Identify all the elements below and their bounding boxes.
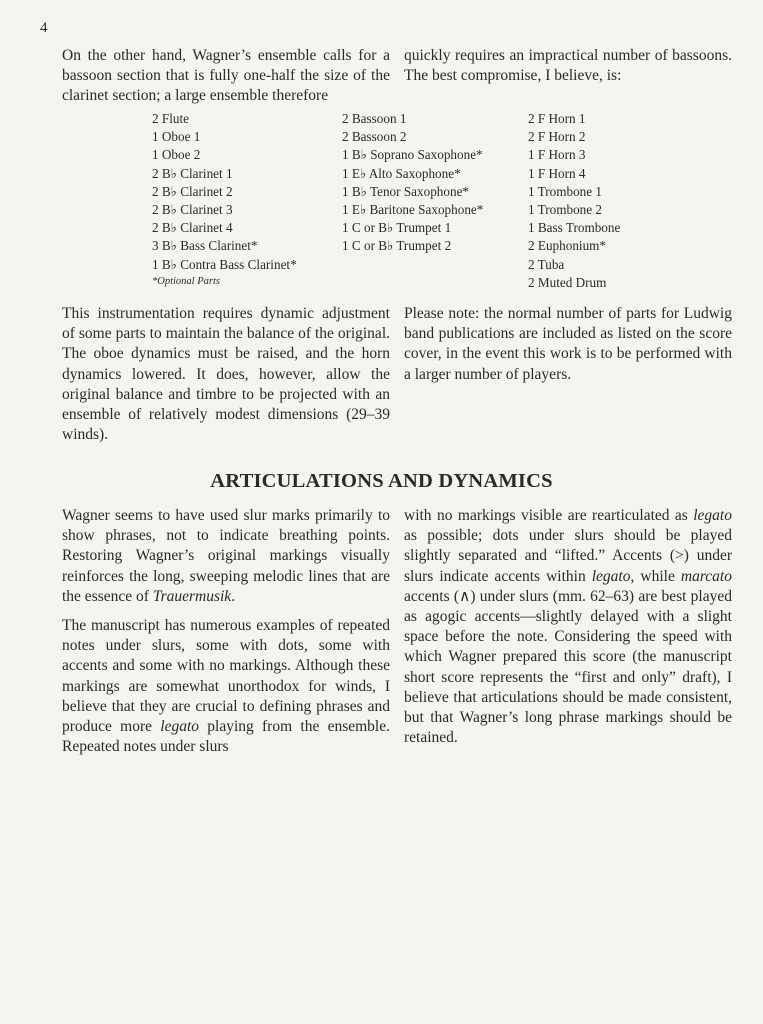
section-heading: ARTICULATIONS AND DYNAMICS [210,470,553,492]
text-run: with no markings visible are rearticulated as [404,507,694,524]
instrument-line: 2 Tuba [528,256,565,272]
text-run: as possible; dots under slurs should be played slightly separated and “lifted.” Accents (>) under slurs indicate accents within [404,527,732,585]
intro-left-paragraph [62,46,390,107]
text-run: playing from the ensemble. Repeated notes under slurs [62,718,390,756]
italic-term: marcato [680,567,732,585]
text-run: Wagner seems to have used slur marks primarily to show phrases, not to indicate breathing points. Restoring Wagner’s original markings visually reinforces the long, sweeping melodic lines that are the essence of [62,507,390,605]
instrumentation-column-1 [152,110,297,290]
instrument-line: 1 C or B♭ Trumpet 2 [342,238,452,254]
italic-term: legato [160,718,200,736]
articulations-left-column [62,506,390,757]
balance-left-text: This instrumentation requires dynamic adjustment of some parts to maintain the balance of the original. The oboe dynamics must be raised, and the horn dynamics lowered. It does, however, allow the original balance and timbre to be projected with an ensemble of relatively modest dimensions (29–39 winds). [62,305,390,444]
instrument-line: 1 B♭ Soprano Saxophone* [342,147,483,163]
text-run: accents (∧) under slurs (mm. 62–63) are best played as agogic accents—slightly delayed with a slight space before the note. Considering the speed with which Wagner prepared this score (the manuscript short score represents the “first and only” draft), I believe that articulations should be made consistent, but that Wagner’s long phrase markings should be retained. [404,587,732,747]
instrument-line: 1 Oboe 2 [152,147,201,163]
instrument-line: 1 F Horn 3 [528,147,586,163]
instrument-line: 1 Trombone 1 [528,183,603,199]
articulations-right-column [404,506,732,748]
page-number: 4 [40,20,48,36]
instrument-line: 2 B♭ Clarinet 1 [152,165,233,181]
intro-right-paragraph [404,46,732,86]
instrument-line: 2 F Horn 2 [528,129,586,145]
instrumentation-column-3 [528,110,620,292]
instrument-line: 1 C or B♭ Trumpet 1 [342,220,452,236]
instrument-line: 1 B♭ Tenor Saxophone* [342,183,470,199]
instrument-line: 1 Trombone 2 [528,202,603,218]
intro-right-text: quickly requires an impractical number of bassoons. The best compromise, I believe, is: [404,47,732,85]
instrument-line: 2 Bassoon 2 [342,129,407,145]
instrument-line: 2 B♭ Clarinet 2 [152,183,233,199]
instrument-line: 1 E♭ Baritone Saxophone* [342,202,484,218]
text-run: The manuscript has numerous examples of repeated notes under slurs, some with dots, some with accents and some with no markings. Although these markings are somewhat unorthodox for winds, I believe that they are crucial to defining phrases and produce more [62,617,390,736]
text-run: , while [630,567,681,585]
italic-term: legato [693,507,732,524]
articulations-left-paragraph-1 [62,506,390,607]
text-run: . [231,587,236,605]
instrument-line: 1 Oboe 1 [152,129,201,145]
balance-left-paragraph [62,304,390,445]
instrumentation-column-2 [342,110,483,256]
instrument-line: 1 B♭ Contra Bass Clarinet* [152,256,297,272]
italic-term: Trauermusik [152,587,232,605]
italic-term: legato [591,567,631,585]
balance-right-paragraph [404,304,732,385]
instrument-line: 1 E♭ Alto Saxophone* [342,165,461,181]
optional-parts-note: *Optional Parts [152,275,220,287]
balance-right-text: Please note: the normal number of parts for Ludwig band publications are included as listed on the score cover, in the event this work is to be performed with a larger number of players. [404,305,732,383]
instrument-line: 2 Muted Drum [528,274,607,290]
articulations-left-paragraph-2 [62,616,390,757]
instrument-line: 3 B♭ Bass Clarinet* [152,238,258,254]
instrument-line: 2 Bassoon 1 [342,111,407,126]
instrument-line: 2 Flute [152,111,189,126]
instrument-line: 2 B♭ Clarinet 3 [152,202,233,218]
instrument-line: 1 Bass Trombone [528,220,621,236]
intro-left-text: On the other hand, Wagner’s ensemble calls for a bassoon section that is fully one-half the size of the clarinet section; a large ensemble therefore [62,47,390,105]
instrument-line: 2 B♭ Clarinet 4 [152,220,233,236]
instrument-line: 2 Euphonium* [528,238,607,254]
instrument-line: 2 F Horn 1 [528,111,586,126]
articulations-right-paragraph [404,506,732,748]
instrument-line: 1 F Horn 4 [528,165,586,181]
